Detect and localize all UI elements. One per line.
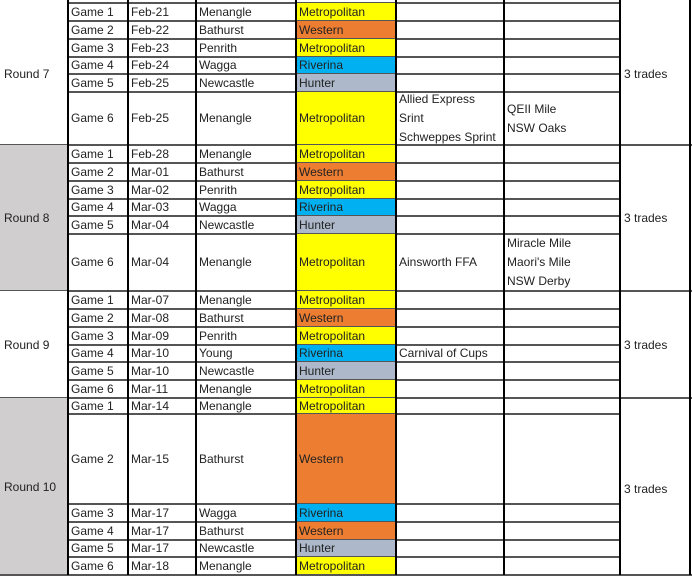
game-text: Game 5 — [71, 217, 114, 232]
region-cell[interactable] — [296, 540, 396, 557]
region-cell[interactable] — [296, 57, 396, 74]
game-cell[interactable] — [68, 522, 128, 540]
round-label: Round 9 — [4, 337, 50, 352]
game-cell[interactable] — [68, 345, 128, 362]
venue-cell[interactable] — [196, 21, 296, 39]
feature-race-cell[interactable] — [396, 39, 504, 57]
date-text: Feb-22 — [131, 22, 170, 37]
feature-race-cell[interactable] — [396, 145, 504, 163]
region-text: Riverina — [299, 346, 344, 360]
trades-count: 3 trades — [624, 211, 668, 225]
region-text: Western — [299, 310, 344, 325]
region-text: Metropolitan — [299, 328, 366, 343]
venue-cell[interactable] — [196, 74, 296, 92]
feature-race-cell[interactable] — [396, 3, 504, 21]
date-text: Mar-14 — [131, 398, 170, 413]
venue-cell[interactable] — [196, 309, 296, 327]
date-text: Mar-17 — [131, 541, 170, 555]
date-cell[interactable] — [128, 39, 196, 57]
date-cell[interactable] — [128, 414, 196, 504]
game-text: Game 2 — [71, 451, 114, 466]
region-cell[interactable] — [296, 414, 396, 504]
feature-race-cell[interactable] — [396, 414, 504, 504]
date-text: Feb-24 — [131, 58, 170, 72]
feature-race-cell[interactable] — [396, 181, 504, 199]
feature-race-cell[interactable] — [396, 163, 504, 181]
trades-count: 3 trades — [624, 67, 668, 81]
feature-race-cell[interactable] — [504, 291, 620, 309]
round-label: Round 8 — [4, 211, 50, 225]
venue-text: Menangle — [199, 111, 252, 125]
date-text: Mar-04 — [131, 217, 170, 232]
game-cell[interactable] — [68, 309, 128, 327]
feature-race-cell[interactable] — [504, 21, 620, 39]
game-text: Game 6 — [71, 381, 114, 396]
trades-count: 3 trades — [624, 482, 668, 496]
feature-race-cell[interactable] — [504, 216, 620, 234]
date-text: Feb-25 — [131, 111, 170, 125]
feature-race-name: Allied Express — [399, 92, 476, 106]
venue-text: Newcastle — [199, 363, 255, 378]
date-cell[interactable] — [128, 540, 196, 557]
date-cell[interactable] — [128, 74, 196, 92]
region-text: Hunter — [299, 541, 336, 555]
date-text: Mar-10 — [131, 346, 170, 360]
venue-cell[interactable] — [196, 345, 296, 362]
region-cell[interactable] — [296, 145, 396, 163]
game-cell[interactable] — [68, 3, 128, 21]
game-text: Game 6 — [71, 558, 114, 573]
round-label: Round 10 — [4, 479, 57, 494]
feature-race-cell[interactable] — [504, 309, 620, 327]
feature-race-cell[interactable] — [396, 345, 504, 362]
feature-race-cell[interactable] — [396, 199, 504, 216]
region-cell[interactable] — [296, 74, 396, 92]
column-border — [295, 0, 297, 575]
feature-race-name: Miracle Mile — [507, 236, 572, 250]
feature-race-cell[interactable] — [396, 74, 504, 92]
region-cell[interactable] — [296, 291, 396, 309]
region-text: Hunter — [299, 363, 336, 378]
date-cell[interactable] — [128, 522, 196, 540]
game-cell[interactable] — [68, 327, 128, 345]
date-cell[interactable] — [128, 92, 196, 145]
trades-cell[interactable] — [621, 145, 691, 291]
date-cell[interactable] — [128, 57, 196, 74]
date-text: Mar-11 — [131, 381, 169, 396]
venue-text: Menangle — [199, 381, 252, 396]
game-text: Game 4 — [71, 200, 114, 214]
region-cell[interactable] — [296, 234, 396, 291]
game-text: Game 1 — [71, 146, 114, 161]
venue-cell[interactable] — [196, 3, 296, 21]
game-text: Game 5 — [71, 363, 114, 378]
venue-cell[interactable] — [196, 57, 296, 74]
date-cell[interactable] — [128, 199, 196, 216]
venue-text: Bathurst — [199, 310, 244, 325]
region-text: Riverina — [299, 200, 344, 214]
game-cell[interactable] — [68, 540, 128, 557]
feature-race-cell[interactable] — [504, 327, 620, 345]
date-cell[interactable] — [128, 145, 196, 163]
date-text: Mar-17 — [131, 505, 170, 520]
game-text: Game 3 — [71, 505, 114, 520]
venue-text: Menangle — [199, 4, 252, 19]
date-cell[interactable] — [128, 345, 196, 362]
venue-cell[interactable] — [196, 380, 296, 398]
region-cell[interactable] — [296, 181, 396, 199]
date-text: Mar-01 — [131, 164, 170, 179]
date-text: Mar-04 — [131, 255, 170, 269]
region-cell[interactable] — [296, 216, 396, 234]
venue-cell[interactable] — [196, 92, 296, 145]
feature-race-cell[interactable] — [504, 92, 620, 145]
round-label-cell[interactable] — [0, 291, 68, 398]
venue-cell[interactable] — [196, 145, 296, 163]
venue-text: Wagga — [199, 505, 237, 520]
date-text: Mar-15 — [131, 451, 170, 466]
game-cell[interactable] — [68, 234, 128, 291]
region-cell[interactable] — [296, 398, 396, 414]
region-text: Hunter — [299, 217, 336, 232]
game-cell[interactable] — [68, 291, 128, 309]
game-text: Game 3 — [71, 328, 114, 343]
venue-cell[interactable] — [196, 540, 296, 557]
region-cell[interactable] — [296, 21, 396, 39]
venue-text: Bathurst — [199, 523, 244, 538]
region-text: Metropolitan — [299, 381, 366, 396]
region-cell[interactable] — [296, 380, 396, 398]
game-text: Game 6 — [71, 255, 114, 269]
venue-cell[interactable] — [196, 199, 296, 216]
game-text: Game 2 — [71, 310, 114, 325]
date-cell[interactable] — [128, 362, 196, 380]
feature-race-cell[interactable] — [504, 540, 620, 557]
region-text: Metropolitan — [299, 398, 366, 413]
game-text: Game 6 — [71, 111, 114, 125]
venue-text: Menangle — [199, 146, 252, 161]
venue-text: Bathurst — [199, 164, 244, 179]
feature-race-cell[interactable] — [504, 398, 620, 414]
region-text: Western — [299, 22, 344, 37]
venue-text: Menangle — [199, 292, 252, 307]
venue-text: Penrith — [199, 40, 238, 55]
feature-race-cell[interactable] — [504, 380, 620, 398]
game-cell[interactable] — [68, 414, 128, 504]
venue-text: Menangle — [199, 398, 252, 413]
game-text: Game 1 — [71, 292, 114, 307]
region-cell[interactable] — [296, 522, 396, 540]
game-text: Game 1 — [71, 398, 114, 413]
date-cell[interactable] — [128, 291, 196, 309]
date-cell[interactable] — [128, 234, 196, 291]
date-cell[interactable] — [128, 216, 196, 234]
trades-count: 3 trades — [624, 337, 668, 352]
feature-race-cell[interactable] — [504, 522, 620, 540]
game-text: Game 5 — [71, 541, 114, 555]
game-cell[interactable] — [68, 57, 128, 74]
venue-cell[interactable] — [196, 291, 296, 309]
trades-cell[interactable] — [621, 398, 691, 504]
column-border — [689, 0, 691, 575]
feature-race-cell[interactable] — [396, 362, 504, 380]
date-cell[interactable] — [128, 504, 196, 522]
venue-text: Menangle — [199, 255, 252, 269]
game-cell[interactable] — [68, 557, 128, 575]
feature-race-name: Srint — [399, 111, 424, 125]
game-text: Game 4 — [71, 346, 114, 360]
date-cell[interactable] — [128, 380, 196, 398]
feature-race-name: NSW Oaks — [507, 120, 567, 135]
feature-race-cell[interactable] — [396, 540, 504, 557]
date-cell[interactable] — [128, 21, 196, 39]
date-cell[interactable] — [128, 163, 196, 181]
column-border — [619, 0, 621, 575]
venue-cell[interactable] — [196, 163, 296, 181]
column-border — [195, 0, 197, 575]
game-cell[interactable] — [68, 74, 128, 92]
region-cell[interactable] — [296, 345, 396, 362]
feature-race-cell[interactable] — [396, 557, 504, 575]
game-cell[interactable] — [68, 92, 128, 145]
region-text: Western — [299, 523, 344, 538]
feature-race-cell[interactable] — [396, 57, 504, 74]
feature-race-cell[interactable] — [396, 216, 504, 234]
date-text: Mar-09 — [131, 328, 170, 343]
feature-race-cell[interactable] — [396, 380, 504, 398]
region-cell[interactable] — [296, 199, 396, 216]
feature-race-cell[interactable] — [504, 39, 620, 57]
feature-race-cell[interactable] — [504, 57, 620, 74]
venue-cell[interactable] — [196, 414, 296, 504]
venue-text: Penrith — [199, 328, 238, 343]
feature-race-cell[interactable] — [396, 327, 504, 345]
feature-race-cell[interactable] — [504, 504, 620, 522]
venue-cell[interactable] — [196, 39, 296, 57]
feature-race-name: Carnival of Cups — [399, 346, 488, 360]
round-label-cell[interactable] — [0, 3, 68, 145]
region-cell[interactable] — [296, 362, 396, 380]
feature-race-name: QEII Mile — [507, 101, 557, 116]
region-text: Western — [299, 451, 344, 466]
game-text: Game 4 — [71, 523, 114, 538]
feature-race-cell[interactable] — [396, 291, 504, 309]
feature-race-cell[interactable] — [396, 398, 504, 414]
venue-cell[interactable] — [196, 557, 296, 575]
trades-cell[interactable] — [621, 3, 691, 145]
game-text: Game 1 — [71, 4, 114, 19]
region-text: Metropolitan — [299, 111, 366, 125]
venue-cell[interactable] — [196, 398, 296, 414]
feature-race-cell[interactable] — [396, 522, 504, 540]
game-text: Game 3 — [71, 40, 114, 55]
venue-text: Newcastle — [199, 75, 255, 90]
date-cell[interactable] — [128, 557, 196, 575]
region-cell[interactable] — [296, 309, 396, 327]
game-cell[interactable] — [68, 145, 128, 163]
feature-race-cell[interactable] — [504, 3, 620, 21]
venue-text: Menangle — [199, 558, 252, 573]
date-text: Mar-08 — [131, 310, 170, 325]
region-text: Western — [299, 164, 344, 179]
region-text: Metropolitan — [299, 4, 366, 19]
date-text: Mar-03 — [131, 200, 170, 214]
game-text: Game 5 — [71, 75, 114, 90]
game-cell[interactable] — [68, 398, 128, 414]
column-border — [127, 0, 129, 575]
round-label: Round 7 — [4, 67, 50, 81]
date-cell[interactable] — [128, 181, 196, 199]
venue-cell[interactable] — [196, 216, 296, 234]
venue-text: Wagga — [199, 200, 237, 214]
feature-race-cell[interactable] — [504, 181, 620, 199]
venue-text: Newcastle — [199, 541, 255, 555]
feature-race-cell[interactable] — [504, 199, 620, 216]
feature-race-cell[interactable] — [504, 362, 620, 380]
date-text: Feb-21 — [131, 4, 170, 19]
round-label-cell[interactable] — [0, 145, 68, 291]
region-text: Metropolitan — [299, 255, 366, 269]
date-cell[interactable] — [128, 3, 196, 21]
date-cell[interactable] — [128, 309, 196, 327]
date-cell[interactable] — [128, 327, 196, 345]
venue-text: Penrith — [199, 182, 238, 197]
game-cell[interactable] — [68, 199, 128, 216]
game-cell[interactable] — [68, 216, 128, 234]
date-text: Feb-28 — [131, 146, 170, 161]
feature-race-name: NSW Derby — [507, 274, 571, 288]
feature-race-cell[interactable] — [504, 345, 620, 362]
game-text: Game 2 — [71, 22, 114, 37]
column-border — [503, 0, 505, 575]
region-cell[interactable] — [296, 92, 396, 145]
feature-race-name: Maori's Mile — [507, 255, 571, 269]
game-cell[interactable] — [68, 21, 128, 39]
date-text: Feb-25 — [131, 75, 170, 90]
feature-race-name: Schweppes Sprint — [399, 130, 496, 144]
feature-race-cell[interactable] — [504, 74, 620, 92]
feature-race-cell[interactable] — [396, 92, 504, 145]
region-text: Metropolitan — [299, 182, 366, 197]
feature-race-cell[interactable] — [504, 557, 620, 575]
column-border — [67, 0, 69, 575]
date-text: Feb-23 — [131, 40, 170, 55]
feature-race-cell[interactable] — [396, 21, 504, 39]
venue-text: Young — [199, 346, 233, 360]
feature-race-cell[interactable] — [396, 234, 504, 291]
feature-race-cell[interactable] — [504, 414, 620, 504]
game-cell[interactable] — [68, 504, 128, 522]
region-cell[interactable] — [296, 39, 396, 57]
game-cell[interactable] — [68, 163, 128, 181]
game-text: Game 3 — [71, 182, 114, 197]
venue-cell[interactable] — [196, 362, 296, 380]
region-cell[interactable] — [296, 3, 396, 21]
region-cell[interactable] — [296, 504, 396, 522]
venue-cell[interactable] — [196, 327, 296, 345]
feature-race-name: Ainsworth FFA — [399, 255, 478, 269]
region-cell[interactable] — [296, 557, 396, 575]
region-text: Metropolitan — [299, 146, 366, 161]
game-cell[interactable] — [68, 39, 128, 57]
date-text: Mar-18 — [131, 558, 170, 573]
venue-cell[interactable] — [196, 522, 296, 540]
feature-race-cell[interactable] — [396, 504, 504, 522]
region-text: Hunter — [299, 75, 336, 90]
region-text: Metropolitan — [299, 558, 366, 573]
feature-race-cell[interactable] — [504, 145, 620, 163]
game-text: Game 2 — [71, 164, 114, 179]
region-text: Metropolitan — [299, 40, 366, 55]
date-text: Mar-02 — [131, 182, 170, 197]
round-label-cell[interactable] — [0, 398, 68, 575]
region-text: Metropolitan — [299, 292, 366, 307]
venue-text: Newcastle — [199, 217, 255, 232]
column-border — [395, 0, 397, 575]
venue-cell[interactable] — [196, 234, 296, 291]
game-text: Game 4 — [71, 58, 114, 72]
feature-race-cell[interactable] — [504, 234, 620, 291]
game-cell[interactable] — [68, 380, 128, 398]
feature-race-cell[interactable] — [504, 163, 620, 181]
game-cell[interactable] — [68, 181, 128, 199]
venue-text: Bathurst — [199, 451, 244, 466]
date-text: Mar-10 — [131, 363, 170, 378]
date-text: Mar-07 — [131, 292, 170, 307]
region-cell[interactable] — [296, 163, 396, 181]
venue-cell[interactable] — [196, 504, 296, 522]
venue-text: Bathurst — [199, 22, 244, 37]
region-text: Riverina — [299, 505, 344, 520]
venue-cell[interactable] — [196, 181, 296, 199]
feature-race-cell[interactable] — [396, 309, 504, 327]
region-text: Riverina — [299, 58, 344, 72]
venue-text: Wagga — [199, 58, 237, 72]
date-text: Mar-17 — [131, 523, 170, 538]
trades-cell[interactable] — [621, 291, 691, 398]
region-cell[interactable] — [296, 327, 396, 345]
date-cell[interactable] — [128, 398, 196, 414]
game-cell[interactable] — [68, 362, 128, 380]
